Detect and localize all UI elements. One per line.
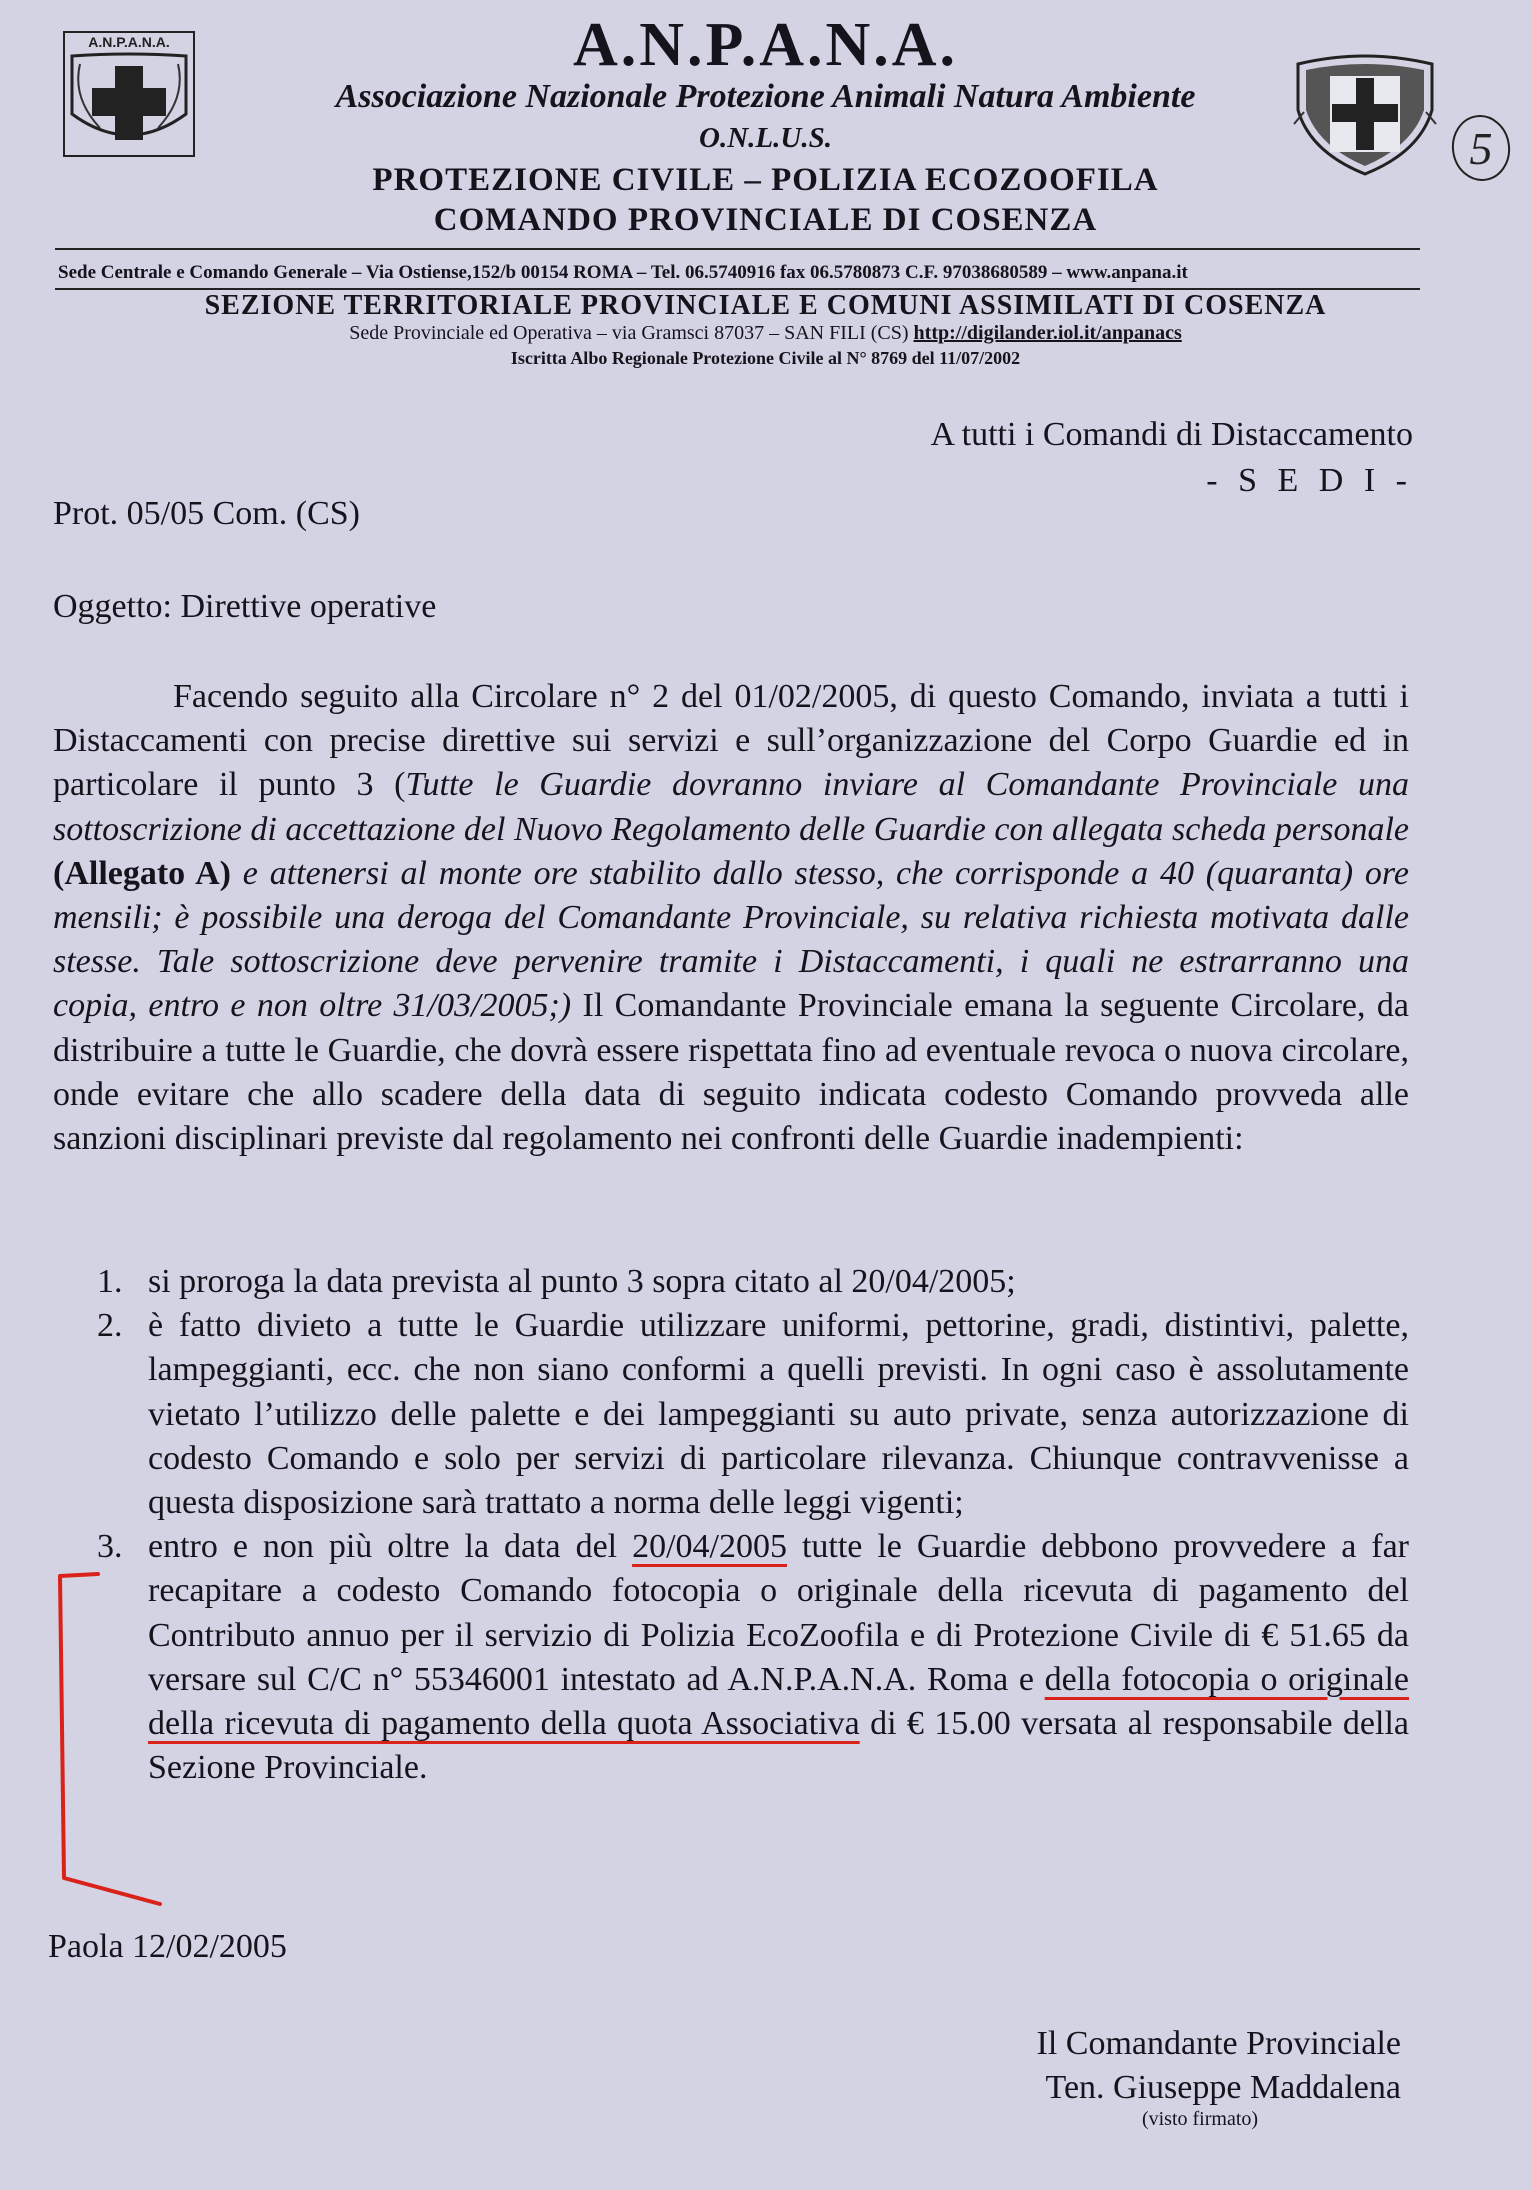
org-association: Associazione Nazionale Protezione Animali Natura Ambiente <box>335 78 1196 115</box>
recipient-block <box>930 412 1413 504</box>
signature-note: (visto firmato) <box>1141 2108 1259 2130</box>
signature-name: Ten. Giuseppe Maddalena <box>1045 2069 1401 2106</box>
list-item: 2. è fatto divieto a tutte le Guardie utilizzare uniformi, pettorine, gradi, distintivi, palette, lampeggianti, ecc. che non siano conformi a quelli previsti. In ogni caso è assolutamente vietato l’utilizzo delle palette e dei lampeggianti su auto private, senza autorizzazione di codesto Comando e solo per servizi di particolare rilevanza. Chiunque contravvenisse a questa disposizione sarà trattato a norma delle leggi vigenti; <box>97 1307 1409 1522</box>
place-date: Paola 12/02/2005 <box>48 1928 287 1965</box>
body-paragraph <box>53 675 1409 1161</box>
directives-list <box>53 1260 1409 1790</box>
header-sezione: SEZIONE TERRITORIALE PROVINCIALE E COMUNI ASSIMILATI DI COSENZA <box>204 290 1327 321</box>
protocol-number: Prot. 05/05 Com. (CS) <box>53 495 360 532</box>
header-operativa <box>0 322 1531 345</box>
header-rule-top <box>55 248 1420 250</box>
operativa-text: Sede Provinciale ed Operativa – via Gramsci 87037 – SAN FILI (CS) <box>349 322 914 344</box>
org-onlus: O.N.L.U.S. <box>699 122 832 154</box>
underlined-receipt-text: della fotocopia o originale della ricevuta di pagamento della quota Associativa <box>148 1660 1409 1743</box>
signature-role: Il Comandante Provinciale <box>1036 2025 1401 2062</box>
list-item-3: 3. entro e non più oltre la data del 20/04/2005 tutte le Guardie debbono provvedere a far recapitare a codesto Comando fotocopia o originale della ricevuta di pagamento del Contributo annuo per il servizio di Polizia EcoZoofila e di Protezione Civile di € 51.65 da versare sul C/C n° 55346001 intestato ad A.N.P.A.N.A. Roma e della fotocopia o originale della ricevuta di pagamento della quota Associativa di € 15.00 versata al responsabile della Sezione Provinciale. <box>97 1528 1409 1787</box>
list-item: 1. si proroga la data prevista al punto 3 sopra citato al 20/04/2005; <box>97 1263 1016 1300</box>
org-command: COMANDO PROVINCIALE DI COSENZA <box>433 202 1098 238</box>
org-civil-protection: PROTEZIONE CIVILE – POLIZIA ECOZOOFILA <box>372 162 1159 198</box>
paragraph-text: Facendo seguito alla Circolare n° 2 del 01/02/2005, di questo Comando, inviata a tutti i Distaccamenti con precise direttive sui servizi e sull’organizzazione del Corpo Guardie ed in particolare il punto 3 (Tutte le Guardie dovranno inviare al Comandante Provinciale una sottoscrizione di accettazione del Nuovo Regolamento delle Guardie con allegata scheda personale (Allegato A) e attenersi al monte ore stabilito dallo stesso, che corrisponde a 40 (quaranta) ore mensili; è possibile una deroga del Comandante Provinciale, su relativa richiesta motivata dalle stesse. Tale sottoscrizione deve pervenire tramite i Distaccamenti, i quali ne estrarranno una copia, entro e non oltre 31/03/2005;) Il Comandante Provinciale emana la seguente Circolare, da distribuire a tutte le Guardie, che dovrà essere rispettata fino ad eventuale revoca o nuova circolare, onde evitare che allo scadere della data di seguito indicata codesto Comando provveda alle sanzioni disciplinari previste dal regolamento nei confronti delle Guardie inadempienti: <box>53 678 1410 1158</box>
signature-block <box>1037 2022 1401 2110</box>
org-title: A.N.P.A.N.A. <box>572 11 959 79</box>
recipient-sedi: - S E D I - <box>1206 462 1413 499</box>
deadline-date: 20/04/2005 <box>632 1528 787 1566</box>
recipient-line: A tutti i Comandi di Distaccamento <box>930 416 1413 453</box>
subject-line: Oggetto: Direttive operative <box>53 588 437 625</box>
operativa-link[interactable]: http://digilander.iol.it/anpanacs <box>913 322 1182 344</box>
header-sede-line: Sede Centrale e Comando Generale – Via Ostiense,152/b 00154 ROMA – Tel. 06.5740916 fax 06.5780873 C.F. 97038680589 – www.anpana.it <box>58 262 1188 283</box>
red-bracket-annotation-icon <box>50 1568 165 1908</box>
svg-text:5: 5 <box>1469 123 1493 174</box>
svg-text:A.N.P.A.N.A.: A.N.P.A.N.A. <box>88 34 170 50</box>
header-albo: Iscritta Albo Regionale Protezione Civile al N° 8769 del 11/07/2002 <box>510 348 1021 368</box>
